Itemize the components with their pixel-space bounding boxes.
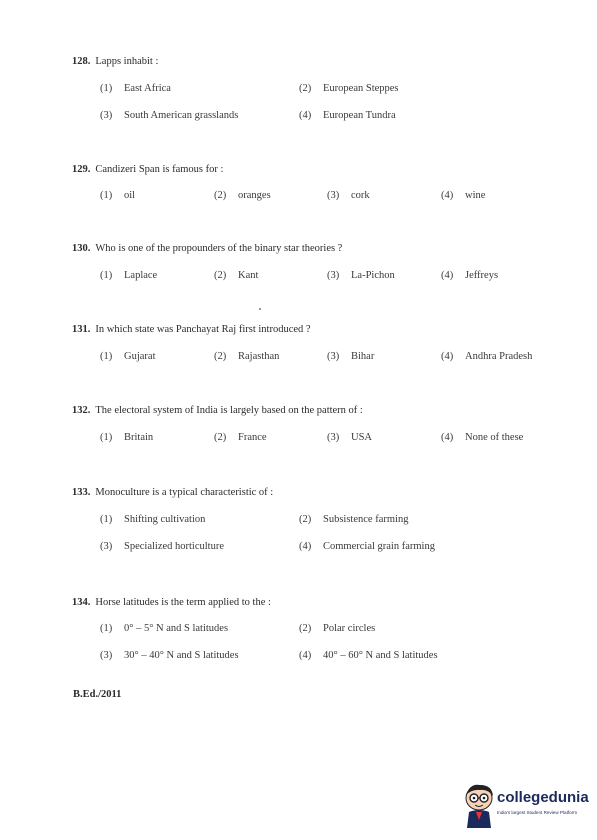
- option-number: (1): [100, 270, 113, 281]
- option-2: [299, 514, 408, 525]
- option-number: (2): [214, 351, 227, 362]
- option-number: (2): [299, 623, 312, 634]
- option-text: Bihar: [351, 351, 375, 362]
- option-4: [299, 541, 435, 552]
- logo-tagline: India's largest Student Review Platform: [497, 810, 578, 815]
- logo-wordmark: collegedunia: [497, 789, 589, 806]
- page-footer-code: B.Ed./2011: [73, 689, 122, 700]
- option-text: Gujarat: [124, 351, 156, 362]
- option-3: [327, 270, 395, 281]
- option-text: USA: [351, 432, 373, 443]
- option-text: 30° – 40° N and S latitudes: [124, 650, 239, 661]
- option-3: [327, 432, 372, 443]
- option-1: [100, 432, 153, 443]
- option-number: (4): [441, 351, 454, 362]
- option-1: [100, 351, 156, 362]
- option-text: Jeffreys: [465, 270, 499, 281]
- question-stem: [72, 487, 273, 498]
- option-text: Britain: [124, 432, 154, 443]
- question-text: Lapps inhabit :: [95, 56, 159, 67]
- option-number: (2): [214, 432, 227, 443]
- option-number: (3): [327, 270, 340, 281]
- collegedunia-logo[interactable]: [462, 783, 594, 829]
- option-text: European Steppes: [323, 83, 399, 94]
- option-number: (1): [100, 190, 113, 201]
- option-text: South American grasslands: [124, 110, 239, 121]
- option-text: 40° – 60° N and S latitudes: [323, 650, 438, 661]
- option-text: Subsistence farming: [323, 514, 409, 525]
- question-text: Who is one of the propounders of the binary star theories ?: [95, 243, 343, 254]
- question-text: The electoral system of India is largely based on the pattern of :: [95, 405, 363, 416]
- option-text: Shifting cultivation: [124, 514, 206, 525]
- option-text: 0° – 5° N and S latitudes: [124, 623, 229, 634]
- option-1: [100, 190, 135, 201]
- question-number: 130.: [72, 243, 91, 254]
- option-2: [214, 351, 279, 362]
- question-number: 129.: [72, 164, 91, 175]
- option-text: None of these: [465, 432, 524, 443]
- option-4: [441, 432, 523, 443]
- option-number: (4): [299, 110, 312, 121]
- option-number: (3): [327, 432, 340, 443]
- option-2: [299, 83, 399, 94]
- option-number: (3): [327, 351, 340, 362]
- option-number: (1): [100, 432, 113, 443]
- option-number: (4): [441, 432, 454, 443]
- mascot-icon: [462, 783, 496, 829]
- option-text: European Tundra: [323, 110, 396, 121]
- option-text: Commercial grain farming: [323, 541, 435, 552]
- question-stem: [72, 56, 158, 67]
- option-text: East Africa: [124, 83, 171, 94]
- option-text: France: [238, 432, 267, 443]
- option-3: [327, 351, 374, 362]
- option-1: [100, 83, 171, 94]
- option-number: (1): [100, 83, 113, 94]
- option-1: [100, 623, 228, 634]
- option-number: (3): [100, 541, 113, 552]
- option-number: (1): [100, 351, 113, 362]
- option-3: [100, 541, 224, 552]
- option-number: (3): [327, 190, 340, 201]
- question-stem: [72, 243, 342, 254]
- option-text: oil: [124, 190, 136, 201]
- option-number: (1): [100, 623, 113, 634]
- question-text: In which state was Panchayat Raj first introduced ?: [95, 324, 311, 335]
- option-1: [100, 514, 205, 525]
- option-2: [214, 432, 267, 443]
- option-3: [100, 110, 238, 121]
- option-number: (2): [214, 190, 227, 201]
- option-number: (2): [214, 270, 227, 281]
- question-stem: [72, 405, 363, 416]
- option-text: oranges: [238, 190, 271, 201]
- question-stem: [72, 597, 271, 608]
- question-number: 132.: [72, 405, 91, 416]
- question-stem: [72, 164, 223, 175]
- option-number: (2): [299, 83, 312, 94]
- option-text: Laplace: [124, 270, 158, 281]
- question-text: Candizeri Span is famous for :: [95, 164, 224, 175]
- option-number: (4): [441, 270, 454, 281]
- option-text: Polar circles: [323, 623, 376, 634]
- option-number: (3): [100, 110, 113, 121]
- option-2: [214, 190, 271, 201]
- option-4: [441, 190, 485, 201]
- question-number: 134.: [72, 597, 91, 608]
- option-4: [299, 110, 396, 121]
- option-number: (2): [299, 514, 312, 525]
- option-2: [214, 270, 258, 281]
- option-text: La-Pichon: [351, 270, 395, 281]
- option-text: Kant: [238, 270, 259, 281]
- option-text: Specialized horticulture: [124, 541, 225, 552]
- question-text: Horse latitudes is the term applied to the :: [95, 597, 271, 608]
- option-text: wine: [465, 190, 486, 201]
- option-text: cork: [351, 190, 370, 201]
- option-text: Rajasthan: [238, 351, 280, 362]
- option-2: [299, 623, 375, 634]
- question-number: 128.: [72, 56, 91, 67]
- option-number: (4): [299, 541, 312, 552]
- option-number: (3): [100, 650, 113, 661]
- option-1: [100, 270, 157, 281]
- question-stem: [72, 324, 311, 335]
- option-4: [441, 270, 498, 281]
- scan-speck: [259, 308, 261, 310]
- option-number: (1): [100, 514, 113, 525]
- option-number: (4): [441, 190, 454, 201]
- question-number: 133.: [72, 487, 91, 498]
- question-text: Monoculture is a typical characteristic of :: [95, 487, 274, 498]
- option-text: Andhra Pradesh: [465, 351, 533, 362]
- option-3: [100, 650, 239, 661]
- question-number: 131.: [72, 324, 91, 335]
- option-number: (4): [299, 650, 312, 661]
- option-4: [299, 650, 438, 661]
- option-3: [327, 190, 370, 201]
- option-4: [441, 351, 532, 362]
